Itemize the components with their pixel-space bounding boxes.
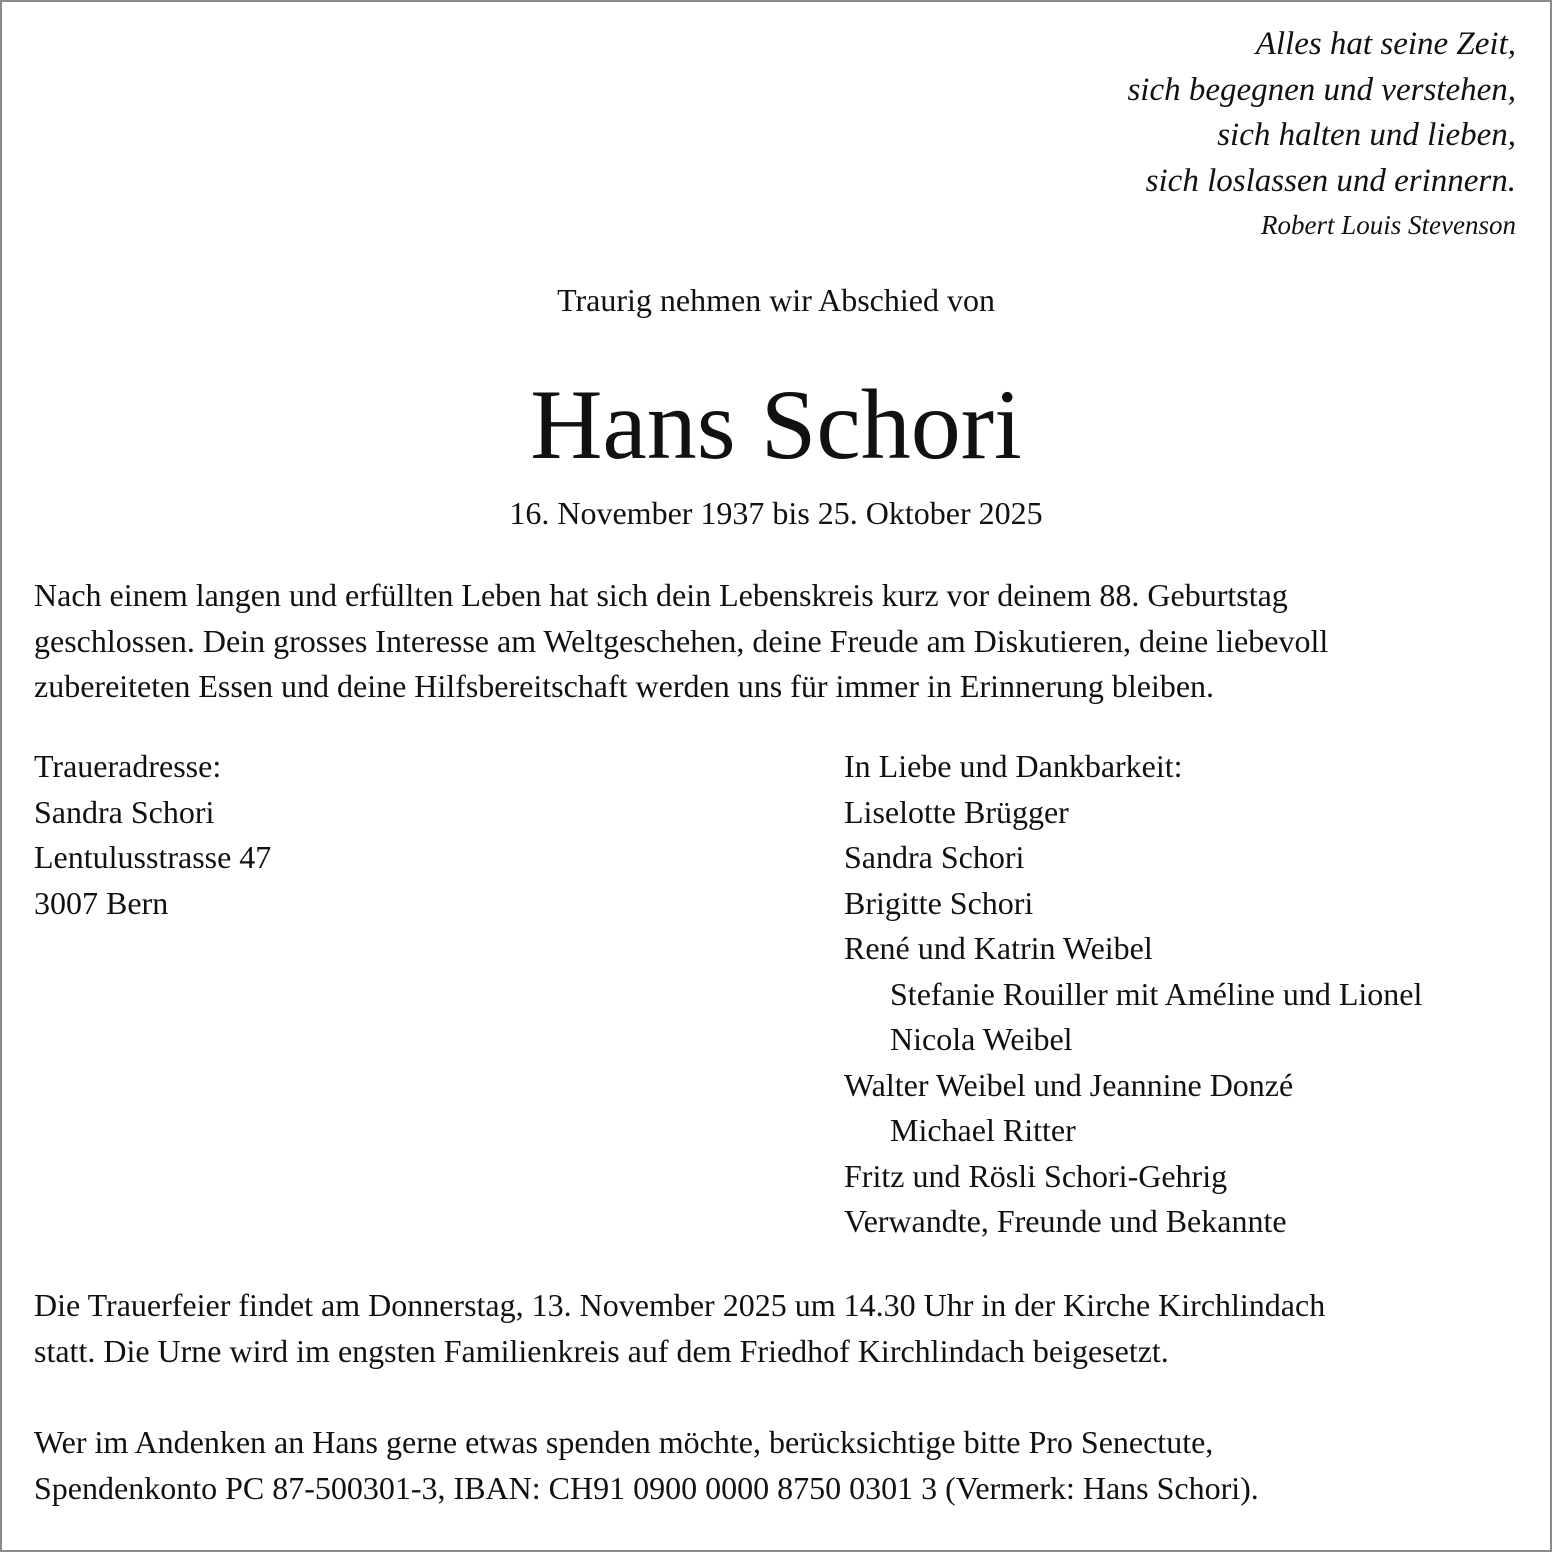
intro-text: Traurig nehmen wir Abschied von: [557, 282, 995, 318]
paragraph-line: Nach einem langen und erfüllten Leben hat sich dein Lebenskreis kurz vor deinem 88. Geburtstag: [34, 577, 1288, 613]
mourner-entry: Liselotte Brügger: [844, 793, 1069, 830]
address-street: Lentulusstrasse 47: [34, 839, 272, 875]
mourners-label: In Liebe und Dankbarkeit:: [844, 748, 1183, 784]
mourner-entry: Stefanie Rouiller mit Améline und Lionel: [890, 975, 1423, 1012]
mourner-entry: Walter Weibel und Jeannine Donzé: [844, 1066, 1294, 1103]
quote-line: sich halten und lieben,: [1217, 117, 1516, 153]
epigraph-quote: [1127, 22, 1516, 246]
paragraph-line: statt. Die Urne wird im engsten Familienkreis auf dem Friedhof Kirchlindach beigesetzt.: [34, 1332, 1169, 1369]
paragraph-line: geschlossen. Dein grosses Interesse am Weltgeschehen, deine Freude am Diskutieren, deine liebevoll: [34, 622, 1329, 659]
mourner-entry: Sandra Schori: [844, 839, 1025, 875]
mourner-entry: Nicola Weibel: [890, 1021, 1073, 1057]
paragraph-line: Die Trauerfeier findet am Donnerstag, 13. November 2025 um 14.30 Uhr in der Kirche Kirchlindach: [34, 1287, 1326, 1323]
paragraph-line: Wer im Andenken an Hans gerne etwas spenden möchte, berücksichtige bitte Pro Senectute,: [34, 1424, 1214, 1460]
paragraph-line: Spendenkonto PC 87-500301-3, IBAN: CH91 0900 0000 8750 0301 3 (Vermerk: Hans Schori).: [34, 1469, 1259, 1506]
mourning-address: [34, 744, 271, 926]
life-dates: 16. November 1937 bis 25. Oktober 2025: [509, 495, 1043, 531]
mourner-entry: Michael Ritter: [890, 1112, 1076, 1148]
donation-info-paragraph: [34, 1420, 1259, 1511]
quote-line: sich begegnen und verstehen,: [1127, 71, 1516, 108]
address-name: Sandra Schori: [34, 793, 215, 830]
mourner-entry: René und Katrin Weibel: [844, 930, 1153, 966]
mourner-entry: Verwandte, Freunde und Bekannte: [844, 1203, 1287, 1239]
quote-author: Robert Louis Stevenson: [1261, 210, 1516, 240]
funeral-info-paragraph: [34, 1283, 1325, 1374]
quote-line: Alles hat seine Zeit,: [1255, 26, 1516, 62]
mourner-entry: Brigitte Schori: [844, 884, 1034, 921]
mourner-entry: Fritz und Rösli Schori-Gehrig: [844, 1157, 1228, 1194]
tribute-paragraph: [34, 573, 1328, 710]
address-city: 3007 Bern: [34, 884, 169, 921]
quote-line: sich loslassen und erinnern.: [1145, 162, 1516, 199]
deceased-name: Hans Schori: [530, 369, 1022, 480]
address-label: Traueradresse:: [34, 748, 222, 784]
mourners-list: [844, 744, 1422, 1245]
paragraph-line: zubereiteten Essen und deine Hilfsbereitschaft werden uns für immer in Erinnerung bleiben.: [34, 668, 1215, 704]
